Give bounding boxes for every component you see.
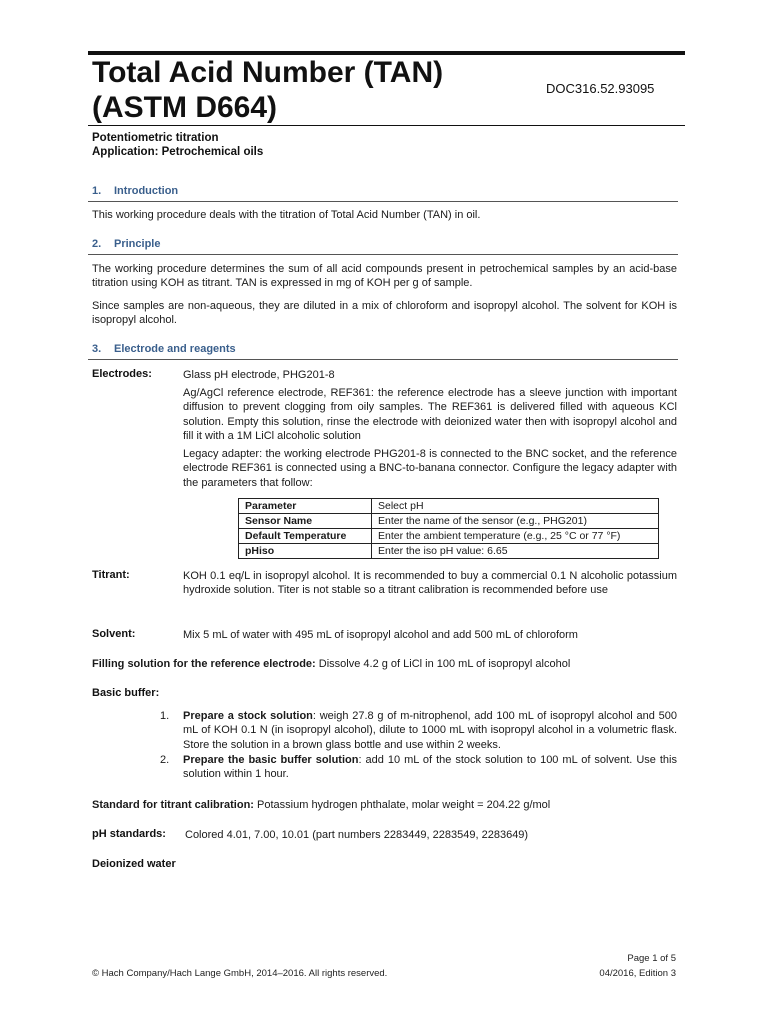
adapter-parameters-table <box>238 498 659 559</box>
titrant-label: Titrant: <box>92 569 130 581</box>
electrode-legacy-adapter: Legacy adapter: the working electrode PHG201-8 is connected to the BNC socket, and the reference electrode REF361 is connected using a BNC-to-banana connector. Configure the legacy adapter with the parameters that follow: <box>183 448 677 489</box>
table-row <box>239 544 659 559</box>
copyright: © Hach Company/Hach Lange GmbH, 2014–2016. All rights reserved. <box>92 968 388 979</box>
edition: 04/2016, Edition 3 <box>599 968 676 979</box>
section-number: 1. <box>92 185 102 197</box>
title-line-1: Total Acid Number (TAN) <box>92 56 444 89</box>
intro-paragraph: This working procedure deals with the titration of Total Acid Number (TAN) in oil. <box>92 209 481 221</box>
list-number: 1. <box>160 710 170 722</box>
param-key: Sensor Name <box>239 514 372 529</box>
param-key: pHiso <box>239 544 372 559</box>
principle-paragraph-2: Since samples are non-aqueous, they are diluted in a mix of chloroform and isopropyl alcohol. The solvent for KOH is isopropyl alcohol. <box>92 300 677 327</box>
electrode-reference: Ag/AgCl reference electrode, REF361: the reference electrode has a sleeve junction with important diffusion to prevent clogging from oily samples. The REF361 is delivered filled with aqueous KCl solution. Empty this solution, rinse the electrode with deionized water then with isopropyl alcohol and fill it with a 1M LiCl alcoholic solution <box>183 387 677 443</box>
standard-text: Potassium hydrogen phthalate, molar weight = 204.22 g/mol <box>257 799 551 811</box>
section-number: 3. <box>92 343 102 355</box>
page-number: Page 1 of 5 <box>627 953 676 964</box>
filling-text: Dissolve 4.2 g of LiCl in 100 mL of isopropyl alcohol <box>318 658 571 670</box>
section-heading-principle <box>92 238 160 250</box>
basic-buffer-label: Basic buffer: <box>92 687 160 699</box>
buffer-step-2 <box>183 753 677 782</box>
section-title: Introduction <box>114 185 179 197</box>
document-number: DOC316.52.93095 <box>546 81 655 96</box>
page-title <box>92 55 443 125</box>
section-rule <box>88 254 678 255</box>
table-row <box>239 514 659 529</box>
param-value: Enter the ambient temperature (e.g., 25 °C or 77 °F) <box>372 529 659 544</box>
step-text: : add 10 mL of the stock solution to 100 mL of solvent. Use this solution within 1 hour. <box>183 754 677 781</box>
solvent-label: Solvent: <box>92 628 136 640</box>
step-text: : weigh 27.8 g of m-nitrophenol, add 100 mL of isopropyl alcohol and 500 mL of KOH 0.1 N (in isopropyl alcohol), dilute to 1000 mL with isopropyl alcohol in a volumetric flask. Store the solution in a brown glass bottle and use within 2 weeks. <box>183 710 677 751</box>
section-rule <box>88 201 678 202</box>
title-line-2: (ASTM D664) <box>92 91 278 124</box>
step-title: Prepare the basic buffer solution <box>183 754 359 766</box>
subtitle-method: Potentiometric titration <box>92 132 219 144</box>
table-row <box>239 499 659 514</box>
list-number: 2. <box>160 754 170 766</box>
solvent-text: Mix 5 mL of water with 495 mL of isopropyl alcohol and add 500 mL of chloroform <box>183 629 578 641</box>
section-number: 2. <box>92 238 102 250</box>
section-rule <box>88 359 678 360</box>
electrodes-label: Electrodes: <box>92 368 152 380</box>
filling-solution <box>92 657 677 671</box>
standard-label: Standard for titrant calibration: <box>92 799 254 811</box>
param-key: Default Temperature <box>239 529 372 544</box>
buffer-step-1 <box>183 709 677 752</box>
section-title: Principle <box>114 238 161 250</box>
ph-standards-text: Colored 4.01, 7.00, 10.01 (part numbers 2283449, 2283549, 2283649) <box>185 829 529 841</box>
param-value: Enter the iso pH value: 6.65 <box>372 544 659 559</box>
electrode-glass: Glass pH electrode, PHG201-8 <box>183 369 335 381</box>
filling-label: Filling solution for the reference electrode: <box>92 658 316 670</box>
table-row <box>239 529 659 544</box>
section-heading-introduction <box>92 185 178 197</box>
step-title: Prepare a stock solution <box>183 710 313 722</box>
standard-calibration <box>92 798 677 812</box>
param-key: Parameter <box>239 499 372 514</box>
deionized-water-label: Deionized water <box>92 858 176 870</box>
subtitle <box>92 131 263 159</box>
title-rule <box>88 125 685 126</box>
titrant-text: KOH 0.1 eq/L in isopropyl alcohol. It is recommended to buy a commercial 0.1 N alcoholic potassium hydroxide solution. Titer is not stable so a titrant calibration is recommended before use <box>183 570 677 597</box>
section-heading-reagents <box>92 343 236 355</box>
subtitle-application: Application: Petrochemical oils <box>92 146 264 158</box>
principle-paragraph-1: The working procedure determines the sum of all acid compounds present in petrochemical samples by an acid-base titration using KOH as titrant. TAN is expressed in mg of KOH per g of sample. <box>92 263 677 290</box>
section-title: Electrode and reagents <box>114 343 236 355</box>
param-value: Select pH <box>372 499 659 514</box>
ph-standards-label: pH standards: <box>92 828 166 840</box>
param-value: Enter the name of the sensor (e.g., PHG201) <box>372 514 659 529</box>
